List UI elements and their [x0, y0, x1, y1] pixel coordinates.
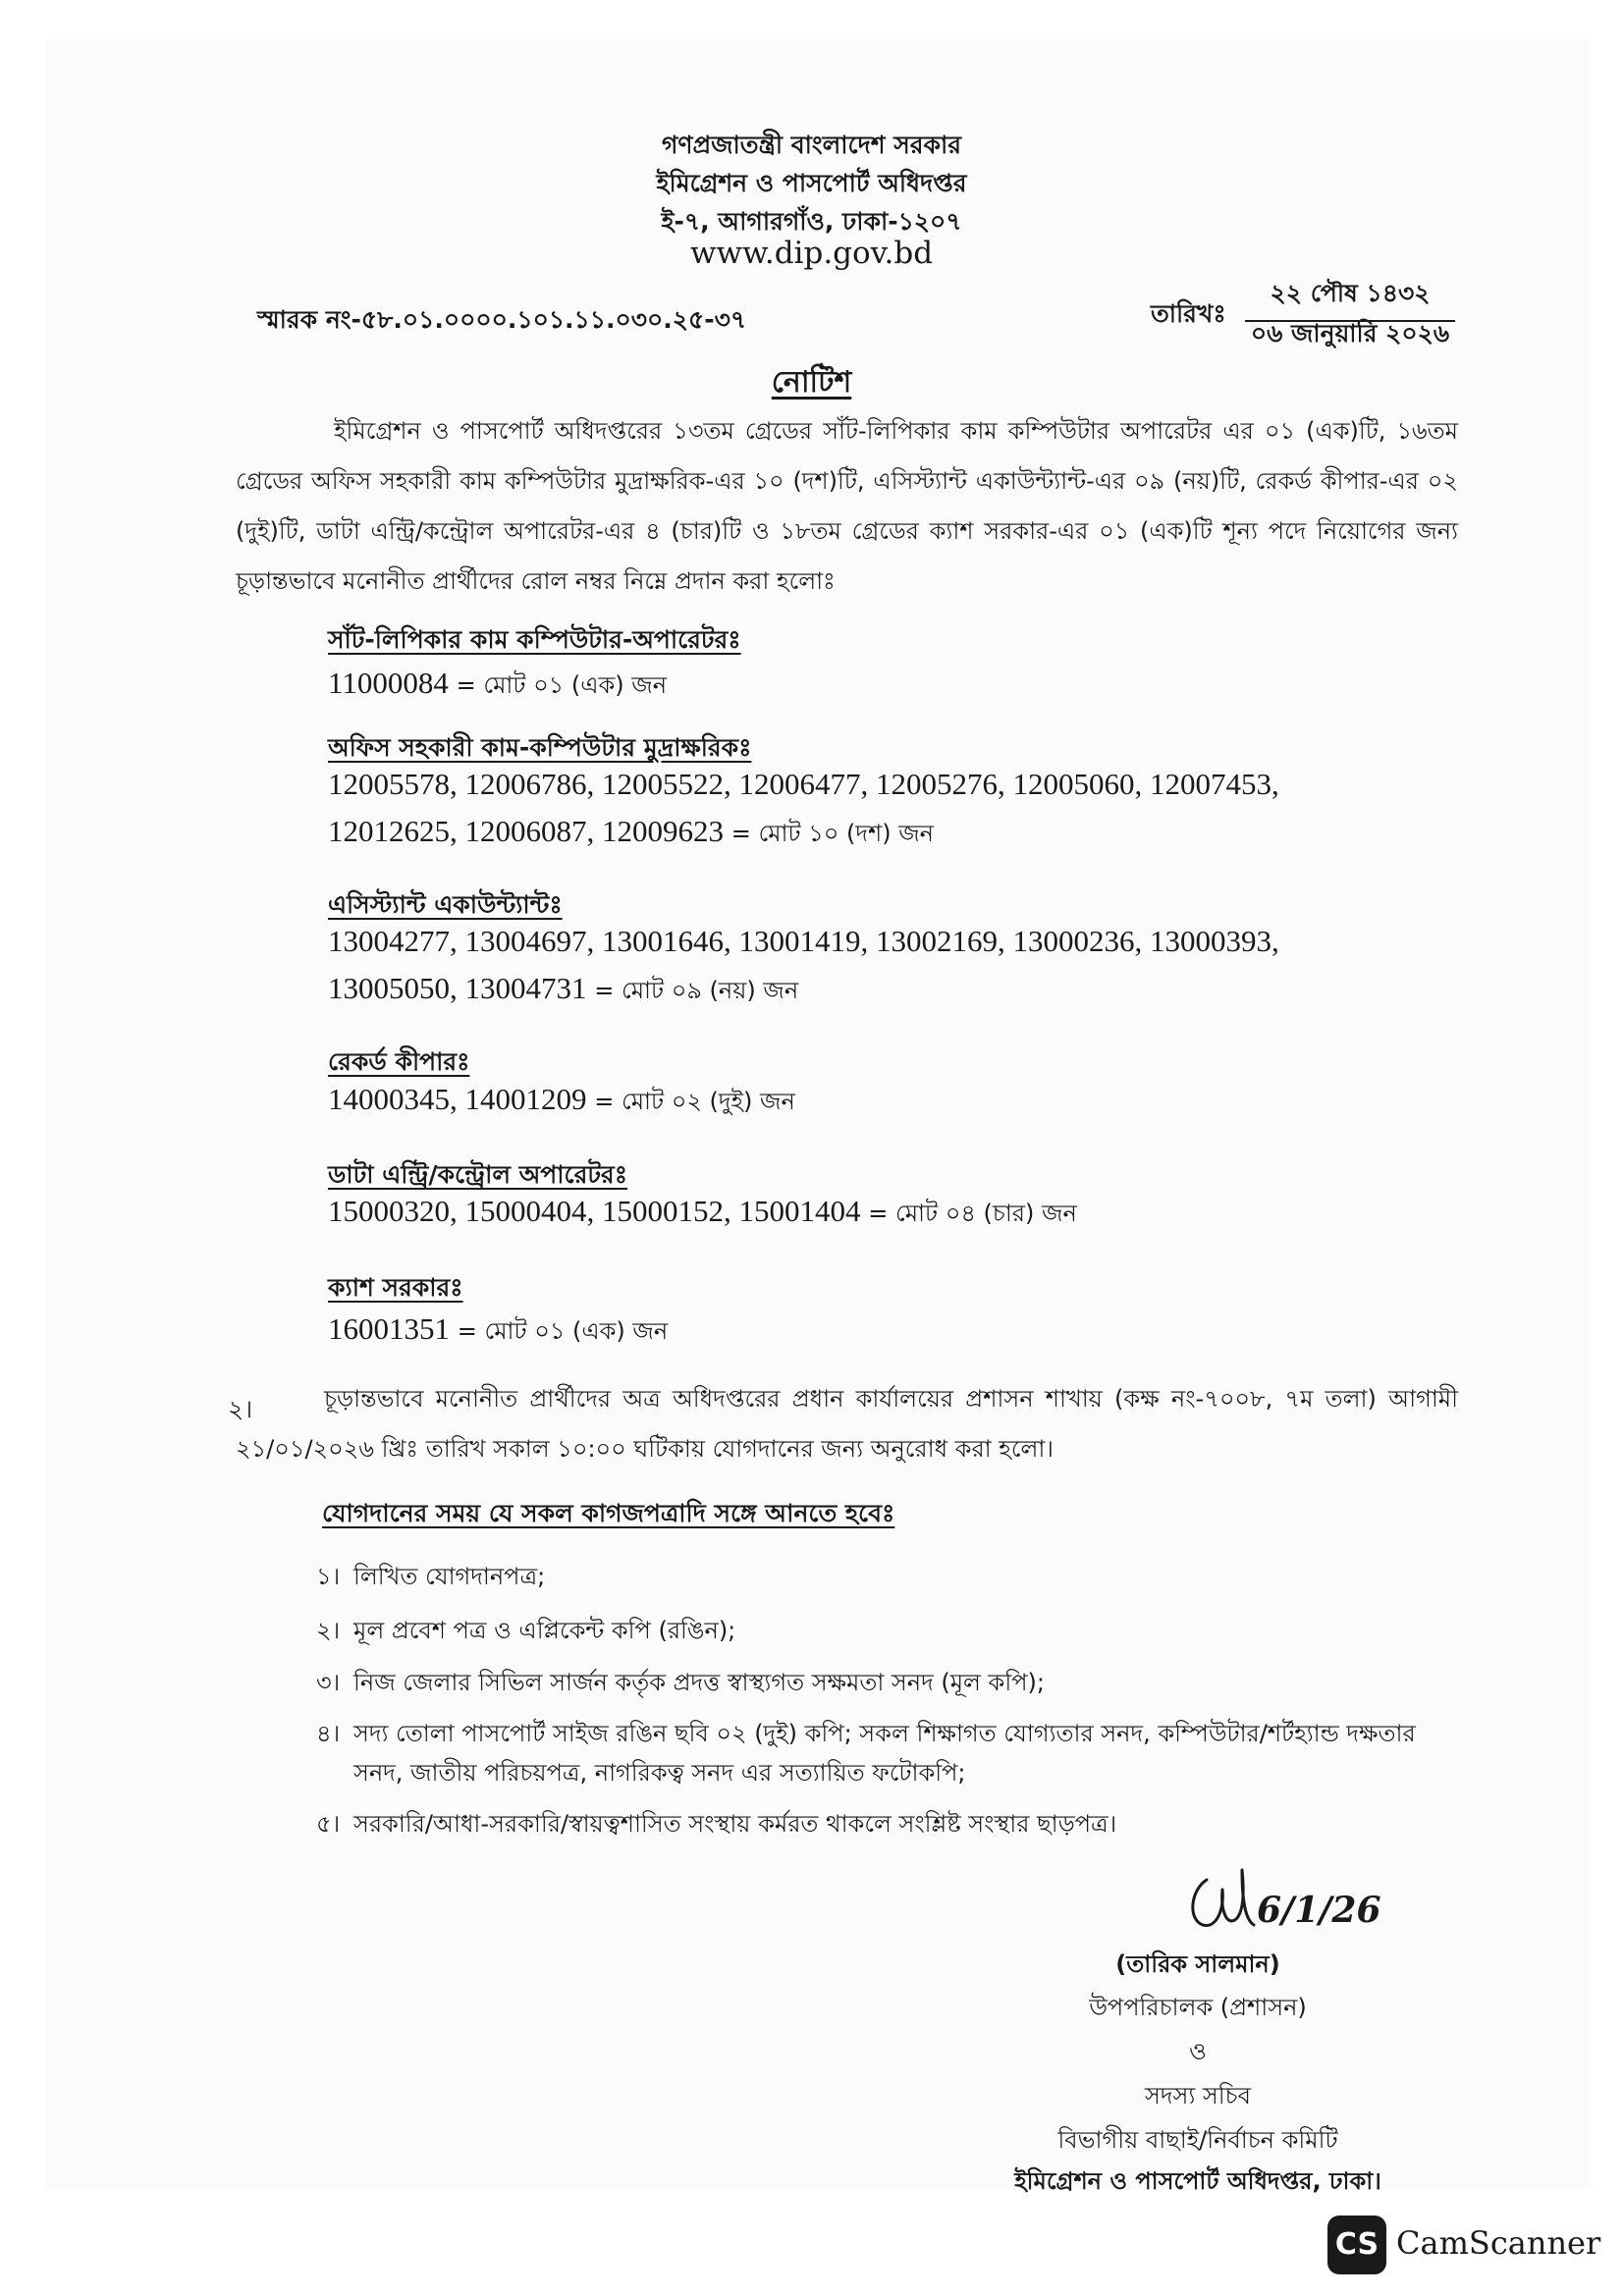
roll-total: = মোট ০৪ (চার) জন: [868, 1200, 1077, 1227]
roll-list-assistant-accountant: [328, 918, 1279, 1014]
post-title-record-keeper: রেকর্ড কীপারঃ: [328, 1047, 470, 1076]
website-link[interactable]: www.dip.gov.bd: [689, 236, 934, 271]
notice-title: নোটিশ: [771, 365, 852, 400]
list-item-number: ১।: [316, 1563, 341, 1590]
date-gregorian: ০৬ জানুয়ারি ২০২৬: [1250, 319, 1450, 347]
signatory-role: সদস্য সচিব: [1145, 2082, 1251, 2109]
roll-line: 12012625, 12006087, 12009623: [328, 814, 724, 848]
post-title-assistant-accountant: এসিস্ট্যান্ট একাউন্ট্যান্টঃ: [328, 890, 563, 919]
post-title-office-assistant: অফিস সহকারী কাম-কম্পিউটার মুদ্রাক্ষরিকঃ: [328, 733, 752, 762]
notice-intro: ইমিগ্রেশন ও পাসপোর্ট অধিদপ্তরের ১৩তম গ্রেডের সাঁট-লিপিকার কাম কম্পিউটার অপারেটর এর ০১ (এক)টি, ১৬তম গ্রেডের অফিস সহকারী কাম কম্পিউটার মুদ্রাক্ষরিক-এর ১০ (দশ)টি, এসিস্ট্যান্ট একাউন্ট্যান্ট-এর ০৯ (নয়)টি, রেকর্ড কীপার-এর ০২ (দুই)টি, ডাটা এন্ট্রি/কন্ট্রোল অপারেটর-এর ৪ (চার)টি ও ১৮তম গ্রেডের ক্যাশ সরকার-এর ০১ (এক)টি শূন্য পদে নিয়োগের জন্য চূড়ান্তভাবে মনোনীত প্রার্থীদের রোল নম্বর নিম্নে প্রদান করা হলোঃ: [236, 417, 1458, 595]
list-item-number: ৪।: [316, 1720, 341, 1747]
roll-line: 16001351: [328, 1311, 450, 1346]
roll-list-stenographer: [328, 660, 667, 709]
section-2-text: চূড়ান্তভাবে মনোনীত প্রার্থীদের অত্র অধিদপ্তরের প্রধান কার্যালয়ের প্রশাসন শাখায় (কক্ষ নং-৭০০৮, ৭ম তলা) আগামী ২১/০১/২০২৬ খ্রিঃ তারিখ সকাল ১০:০০ ঘটিকায় যোগদানের জন্য অনুরোধ করা হলো।: [236, 1385, 1458, 1463]
roll-line: 14000345, 14001209: [328, 1082, 587, 1116]
list-item-number: ৩।: [316, 1669, 341, 1696]
list-item-text: সরকারি/আধা-সরকারি/স্বায়ত্বশাসিত সংস্থায় কর্মরত থাকলে সংশ্লিষ্ট সংস্থার ছাড়পত্র।: [353, 1810, 1117, 1838]
roll-line: 13004277, 13004697, 13001646, 13001419, 13002169, 13000236, 13000393,: [328, 924, 1279, 958]
section-2-number: ২।: [228, 1395, 253, 1423]
signatory-designation: উপপরিচালক (প্রশাসন): [1089, 1994, 1307, 2021]
roll-list-office-assistant: [328, 761, 1279, 857]
office-name: ইমিগ্রেশন ও পাসপোর্ট অধিদপ্তর, ঢাকা।: [1014, 2167, 1381, 2195]
camscanner-logo: CS: [1327, 2216, 1386, 2274]
list-item-text: নিজ জেলার সিভিল সার্জন কর্তৃক প্রদত্ত স্বাস্থ্যগত সক্ষমতা সনদ (মূল কপি);: [353, 1669, 1045, 1696]
roll-total: = মোট ০৯ (নয়) জন: [594, 977, 799, 1004]
list-item-number: ৫।: [316, 1810, 341, 1838]
post-title-data-entry: ডাটা এন্ট্রি/কন্ট্রোল অপারেটরঃ: [328, 1160, 628, 1189]
roll-list-cash-sarkar: [328, 1306, 668, 1355]
roll-line: 13005050, 13004731: [328, 971, 587, 1005]
post-title-cash-sarkar: ক্যাশ সরকারঃ: [328, 1273, 463, 1302]
roll-list-data-entry: [328, 1188, 1077, 1237]
roll-line: 11000084: [328, 666, 449, 700]
documents-title: যোগদানের সময় যে সকল কাগজপত্রাদি সঙ্গে আনতে হবেঃ: [322, 1499, 895, 1527]
memo-reference: স্মারক নং-৫৮.০১.০০০০.১০১.১১.০৩০.২৫-৩৭: [257, 305, 747, 334]
roll-total: = মোট ০১ (এক) জন: [457, 1317, 669, 1345]
list-item-text: লিখিত যোগদানপত্র;: [353, 1563, 546, 1590]
govt-name: গণপ্রজাতন্ত্রী বাংলাদেশ সরকার: [662, 131, 961, 159]
roll-line: 12005578, 12006786, 12005522, 12006477, 12005276, 12005060, 12007453,: [328, 767, 1279, 801]
post-title-stenographer: সাঁট-লিপিকার কাম কম্পিউটার-অপারেটরঃ: [328, 625, 741, 654]
department-address: ই-৭, আগারগাঁও, ঢাকা-১২০৭: [661, 207, 962, 236]
list-item-text: মূল প্রবেশ পত্র ও এপ্লিকেন্ট কপি (রঙিন);: [353, 1617, 736, 1644]
committee-name: বিভাগীয় বাছাই/নির্বাচন কমিটি: [1057, 2126, 1338, 2154]
signatory-conjunction: ও: [1189, 2038, 1207, 2065]
date-bangla: ২২ পৌষ ১৪৩২: [1245, 274, 1455, 322]
roll-line: 15000320, 15000404, 15000152, 15001404: [328, 1194, 861, 1228]
roll-total: = মোট ০১ (এক) জন: [456, 671, 668, 699]
date-label: তারিখঃ: [1151, 299, 1226, 328]
list-item-number: ২।: [316, 1617, 341, 1644]
signature-date: 6/1/26: [1257, 1890, 1381, 1931]
roll-total: = মোট ০২ (দুই) জন: [594, 1088, 795, 1115]
list-item-text: সদ্য তোলা পাসপোর্ট সাইজ রঙিন ছবি ০২ (দুই) কপি; সকল শিক্ষাগত যোগ্যতার সনদ, কম্পিউটার/শর্টহ্যান্ড দক্ষতার সনদ, জাতীয় পরিচয়পত্র, নাগরিকত্ব সনদ এর সত্যায়িত ফটোকপি;: [353, 1720, 1416, 1787]
roll-list-record-keeper: [328, 1076, 795, 1125]
signatory-name: (তারিক সালমান): [1115, 1950, 1280, 1978]
department-name: ইমিগ্রেশন ও পাসপোর্ট অধিদপ্তর: [656, 169, 967, 197]
roll-total: = মোট ১০ (দশ) জন: [730, 820, 934, 847]
camscanner-brand: CamScanner: [1396, 2224, 1601, 2262]
